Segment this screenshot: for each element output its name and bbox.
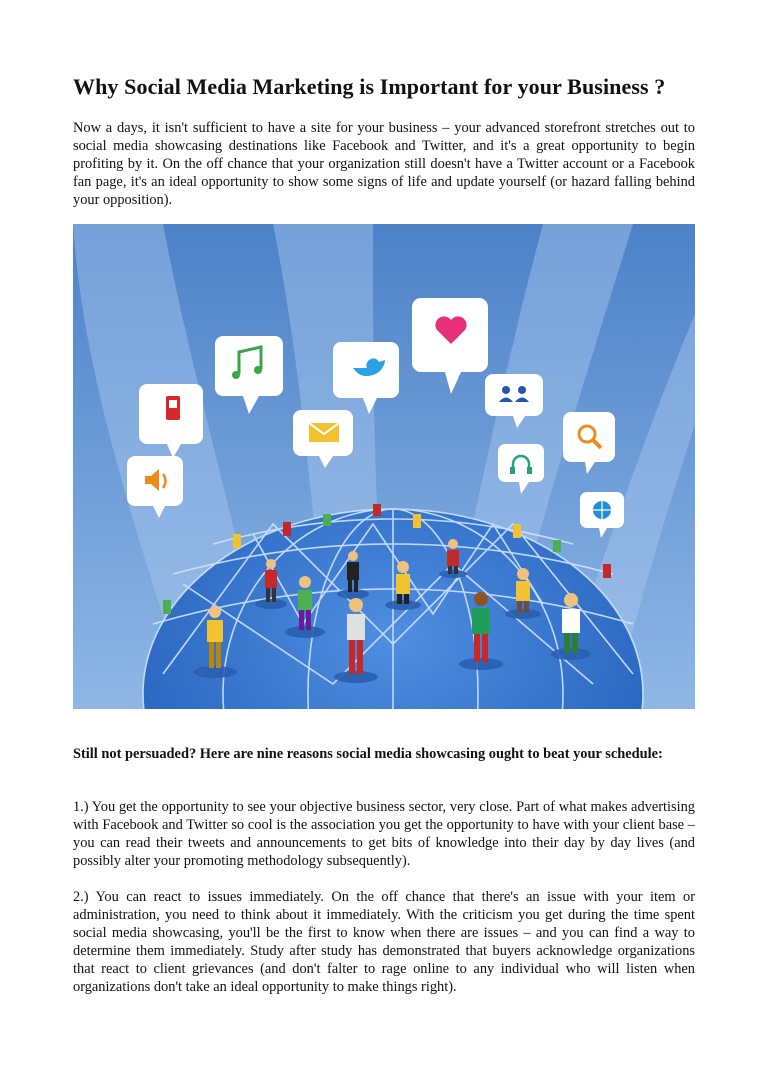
page-title: Why Social Media Marketing is Important for your Business ? [73, 74, 666, 99]
reason-paragraph-2: 2.) You can react to issues immediately. On the off chance that there's an issue with your item or administration, you need to think about it immediately. With the criticism you get during the time spent social media showcasing, you'll be the first to know when there are issues – and you can find a way to determine them immediately. Study after study has demonstrated that buyers acknowledge organizations that react to client grievances (and don't falter to rage online to any individual who will listen when organizations don't take an ideal opportunity to make things right). [73, 889, 695, 995]
intro-paragraph: Now a days, it isn't sufficient to have a site for your business – your advanced storefront stretches out to social media showcasing destinations like Facebook and Twitter, and it's a great opportunity to begin profiting by it. On the off chance that your organization still doesn't have a Twitter account or a Facebook fan page, it's an ideal opportunity to show some signs of life and update yourself (or hazard falling behind your opposition). [73, 120, 695, 208]
reason-paragraph-1: 1.) You get the opportunity to see your objective business sector, very close. Part of what makes advertising with Facebook and Twitter so cool is the association you get the opportunity to have with your client base – you can read their tweets and announcements to get bits of knowledge into their day by day lives (and possibly alter your promoting methodology subsequently). [73, 799, 695, 869]
social-media-illustration [73, 224, 695, 709]
lead-paragraph: Still not persuaded? Here are nine reasons social media showcasing ought to beat your schedule: [73, 746, 663, 762]
